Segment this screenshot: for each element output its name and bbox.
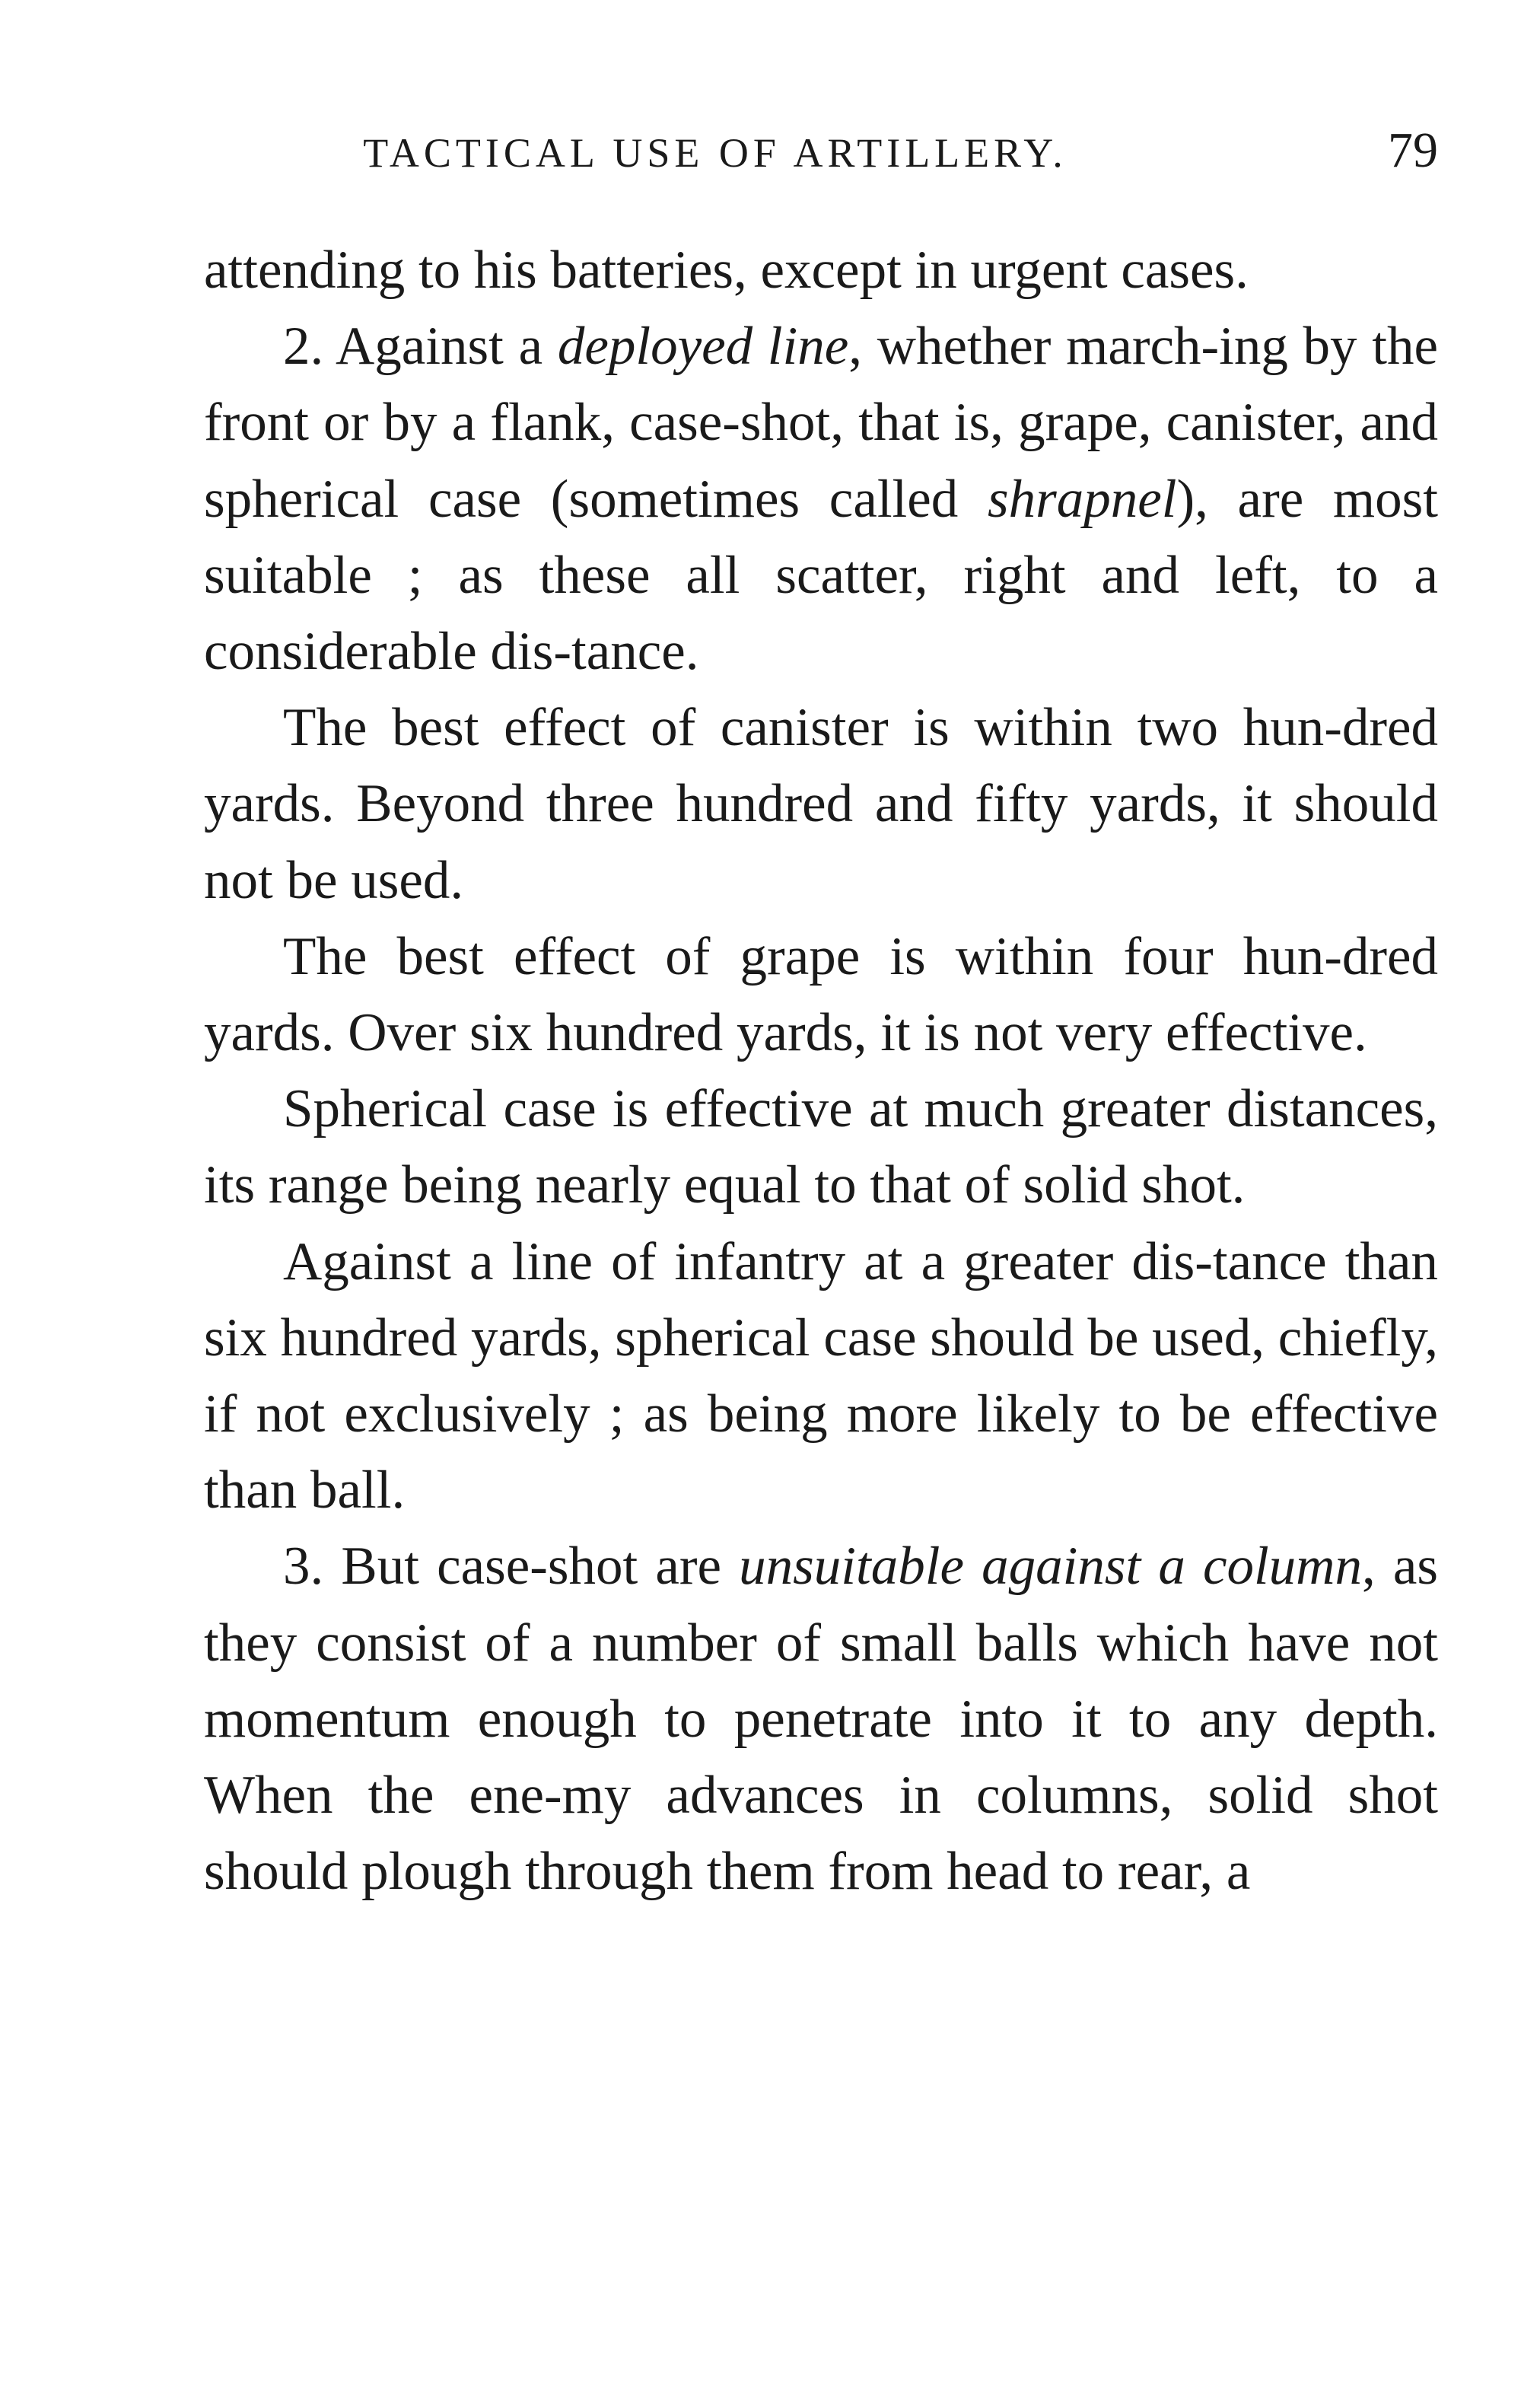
paragraph-2-text-c: ), are most suitable ; as these all scatter, right and left, to a considerable dis-tance. — [204, 469, 1438, 682]
paragraph-5: Spherical case is effective at much greater distances, its range being nearly equal to that of solid shot. — [204, 1079, 1438, 1215]
paragraph-7-italic-unsuitable: unsuitable against a column — [739, 1537, 1362, 1597]
paragraph-2 — [204, 308, 1438, 689]
paragraph-3: The best effect of canister is within two hun-dred yards. Beyond three hundred and fifty yards, it should not be used. — [204, 698, 1438, 910]
paragraph-2-italic-deployed-line: deployed line — [557, 317, 849, 377]
paragraph-7-text-a: 3. But case-shot are — [283, 1537, 740, 1597]
paragraph-2-italic-shrapnel: shrapnel — [987, 469, 1177, 529]
page-number: 79 — [1388, 123, 1438, 178]
running-head — [205, 114, 1438, 198]
paragraph-7 — [204, 1528, 1438, 1909]
paragraph-2-text-b: , whether march-ing by the front or by a flank, case-shot, that is, grape, canister, and spherical case (sometimes called — [204, 317, 1438, 529]
running-title: TACTICAL USE OF ARTILLERY. — [363, 130, 1068, 176]
paragraph-1: attending to his batteries, except in urgent cases. — [204, 240, 1249, 300]
paragraph-2-text-a: 2. Against a — [283, 317, 558, 377]
paragraph-4: The best effect of grape is within four hun-dred yards. Over six hundred yards, it is not very effective. — [204, 926, 1438, 1063]
body-text — [204, 232, 1438, 1909]
paragraph-7-text-b: , as they consist of a number of small balls which have not momentum enough to penetrate into it to any depth. When the ene-my advances in columns, solid shot should plough through them from head to rear, a — [204, 1537, 1438, 1902]
paragraph-6: Against a line of infantry at a greater dis-tance than six hundred yards, spherical case should be used, chiefly, if not exclusively ; as being more likely to be effective than ball. — [204, 1231, 1439, 1521]
